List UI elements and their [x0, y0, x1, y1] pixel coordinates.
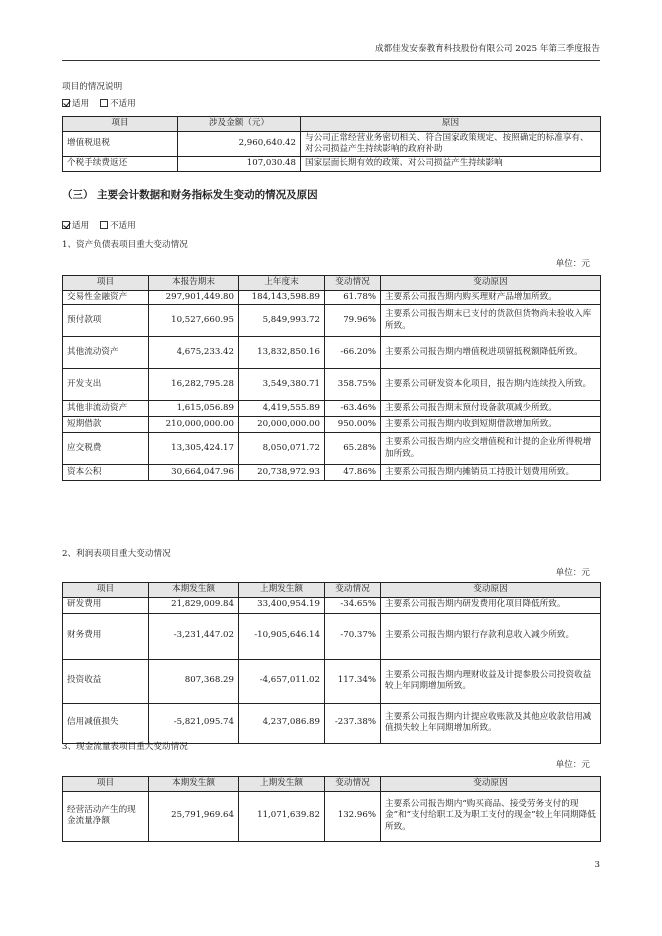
- column-header: 上年度末: [239, 276, 325, 291]
- item-description-label: 项目的情况说明: [62, 82, 123, 92]
- column-header: 项目: [63, 117, 178, 132]
- checked-box-icon: [62, 221, 70, 229]
- balance-sheet-caption: 1、资产负债表项目重大变动情况: [62, 240, 188, 250]
- section-title: （三） 主要会计数据和财务指标发生变动的情况及原因: [62, 189, 318, 201]
- applies-label: 适用: [72, 221, 90, 231]
- value-cell: -4,657,011.02: [239, 659, 325, 703]
- change-cell: -237.38%: [325, 703, 381, 743]
- table-row: [63, 597, 601, 613]
- item-cell: 研发费用: [63, 597, 149, 613]
- table-row: [63, 703, 601, 743]
- value-cell: -3,231,447.02: [149, 613, 239, 659]
- value-cell: 33,400,954.19: [239, 597, 325, 613]
- table-row: [63, 290, 601, 305]
- not-applies-label: 不适用: [109, 221, 136, 231]
- change-cell: -34.65%: [325, 597, 381, 613]
- value-cell: 20,738,972.93: [239, 465, 325, 481]
- value-cell: 10,527,660.95: [149, 305, 239, 337]
- reason-cell: 主要系公司报告期内购买理财产品增加所致。: [381, 290, 601, 305]
- value-cell: 30,664,047.96: [149, 465, 239, 481]
- table-row: [63, 417, 601, 433]
- unchecked-box-icon: [100, 99, 108, 107]
- change-cell: 79.96%: [325, 305, 381, 337]
- item-cell: 应交税费: [63, 433, 149, 465]
- not-applies-label: 不适用: [109, 99, 136, 109]
- value-cell: 184,143,598.89: [239, 290, 325, 305]
- value-cell: 210,000,000.00: [149, 417, 239, 433]
- value-cell: 807,368.29: [149, 659, 239, 703]
- cash-flow-table: [62, 776, 601, 842]
- item-cell: 财务费用: [63, 613, 149, 659]
- column-header: 本期发生额: [149, 777, 239, 792]
- table-row: [63, 131, 601, 156]
- applicability-row-2: [62, 221, 136, 233]
- value-cell: -5,821,095.74: [149, 703, 239, 743]
- value-cell: 4,237,086.89: [239, 703, 325, 743]
- change-cell: 132.96%: [325, 791, 381, 841]
- item-cell: 资本公积: [63, 465, 149, 481]
- reason-cell: 主要系公司报告期末预付设备款项减少所致。: [381, 401, 601, 417]
- column-header: 变动情况: [325, 777, 381, 792]
- table-row: [63, 465, 601, 481]
- table-row: [63, 433, 601, 465]
- income-statement-table: [62, 582, 601, 744]
- reason-cell: 主要系公司报告期内银行存款利息收入减少所致。: [381, 613, 601, 659]
- value-cell: 13,832,850.16: [239, 337, 325, 369]
- value-cell: 20,000,000.00: [239, 417, 325, 433]
- income-statement-caption: 2、利润表项目重大变动情况: [62, 549, 171, 559]
- column-header: 本期发生额: [149, 583, 239, 598]
- reason-cell: 主要系公司报告期内“购买商品、接受劳务支付的现金”和“支付给职工及为职工支付的现金”较上年同期降低所致。: [381, 791, 601, 841]
- page-number: 3: [594, 860, 600, 870]
- applies-label: 适用: [72, 99, 90, 109]
- column-header: 变动原因: [381, 777, 601, 792]
- applicability-row-1: [62, 99, 136, 111]
- table-header-row: [63, 276, 601, 291]
- item-cell: 其他非流动资产: [63, 401, 149, 417]
- table-row: [63, 613, 601, 659]
- table-row: [63, 369, 601, 401]
- change-cell: -70.37%: [325, 613, 381, 659]
- item-cell: 其他流动资产: [63, 337, 149, 369]
- value-cell: 13,305,424.17: [149, 433, 239, 465]
- change-cell: 358.75%: [325, 369, 381, 401]
- column-header: 变动原因: [381, 583, 601, 598]
- column-header: 变动情况: [325, 276, 381, 291]
- value-cell: 21,829,009.84: [149, 597, 239, 613]
- table-header-row: [63, 117, 601, 132]
- value-cell: 5,849,993.72: [239, 305, 325, 337]
- change-cell: -63.46%: [325, 401, 381, 417]
- column-header: 变动原因: [381, 276, 601, 291]
- value-cell: 8,050,071.72: [239, 433, 325, 465]
- non-recurring-items-table: [62, 116, 601, 172]
- cash-flow-unit: 单位：元: [555, 760, 590, 770]
- reason-cell: 主要系公司报告期末已支付的货款但货物尚未验收入库所致。: [381, 305, 601, 337]
- unchecked-box-icon: [100, 221, 108, 229]
- reason-cell: 国家层面长期有效的政策、对公司损益产生持续影响: [301, 156, 601, 171]
- item-cell: 开发支出: [63, 369, 149, 401]
- reason-cell: 主要系公司研发资本化项目，报告期内连续投入所致。: [381, 369, 601, 401]
- table-row: [63, 791, 601, 841]
- column-header: 变动情况: [325, 583, 381, 598]
- reason-cell: 主要系公司报告期内应交增值税和计提的企业所得税增加所致。: [381, 433, 601, 465]
- column-header: 原因: [301, 117, 601, 132]
- change-cell: 117.34%: [325, 659, 381, 703]
- reason-cell: 主要系公司报告期内收到短期借款增加所致。: [381, 417, 601, 433]
- reason-cell: 主要系公司报告期内增值税进项留抵税额降低所致。: [381, 337, 601, 369]
- value-cell: 16,282,795.28: [149, 369, 239, 401]
- column-header: 本报告期末: [149, 276, 239, 291]
- value-cell: 4,675,233.42: [149, 337, 239, 369]
- income-unit: 单位：元: [555, 568, 590, 578]
- change-cell: 47.86%: [325, 465, 381, 481]
- item-cell: 增值税退税: [63, 131, 178, 156]
- cash-flow-caption: 3、现金流量表项目重大变动情况: [62, 742, 188, 752]
- amount-cell: 2,960,640.42: [178, 131, 301, 156]
- column-header: 上期发生额: [239, 777, 325, 792]
- item-cell: 短期借款: [63, 417, 149, 433]
- value-cell: 25,791,969.64: [149, 791, 239, 841]
- column-header: 项目: [63, 276, 149, 291]
- item-cell: 信用减值损失: [63, 703, 149, 743]
- value-cell: 297,901,449.80: [149, 290, 239, 305]
- column-header: 上期发生额: [239, 583, 325, 598]
- item-cell: 交易性金融资产: [63, 290, 149, 305]
- value-cell: 1,615,056.89: [149, 401, 239, 417]
- balance-unit: 单位：元: [555, 259, 590, 269]
- page-header: 成都佳发安泰教育科技股份有限公司 2025 年第三季度报告: [375, 44, 600, 54]
- table-header-row: [63, 583, 601, 598]
- change-cell: 61.78%: [325, 290, 381, 305]
- value-cell: 4,419,555.89: [239, 401, 325, 417]
- header-rule: [62, 60, 600, 61]
- reason-cell: 与公司正常经营业务密切相关、符合国家政策规定、按照确定的标准享有、对公司损益产生持续影响的政府补助: [301, 131, 601, 156]
- table-row: [63, 156, 601, 171]
- table-row: [63, 401, 601, 417]
- item-cell: 个税手续费返还: [63, 156, 178, 171]
- reason-cell: 主要系公司报告期内研发费用化项目降低所致。: [381, 597, 601, 613]
- amount-cell: 107,030.48: [178, 156, 301, 171]
- change-cell: -66.20%: [325, 337, 381, 369]
- reason-cell: 主要系公司报告期内理财收益及计提参股公司投资收益较上年同期增加所致。: [381, 659, 601, 703]
- item-cell: 经营活动产生的现金流量净额: [63, 791, 149, 841]
- checked-box-icon: [62, 99, 70, 107]
- item-cell: 投资收益: [63, 659, 149, 703]
- column-header: 涉及金额（元）: [178, 117, 301, 132]
- table-header-row: [63, 777, 601, 792]
- column-header: 项目: [63, 583, 149, 598]
- value-cell: 3,549,380.71: [239, 369, 325, 401]
- table-row: [63, 337, 601, 369]
- column-header: 项目: [63, 777, 149, 792]
- table-row: [63, 305, 601, 337]
- value-cell: -10,905,646.14: [239, 613, 325, 659]
- item-cell: 预付款项: [63, 305, 149, 337]
- reason-cell: 主要系公司报告期内摊销员工持股计划费用所致。: [381, 465, 601, 481]
- balance-sheet-table: [62, 275, 601, 481]
- change-cell: 950.00%: [325, 417, 381, 433]
- table-row: [63, 659, 601, 703]
- change-cell: 65.28%: [325, 433, 381, 465]
- value-cell: 11,071,639.82: [239, 791, 325, 841]
- reason-cell: 主要系公司报告期内计提应收账款及其他应收款信用减值损失较上年同期增加所致。: [381, 703, 601, 743]
